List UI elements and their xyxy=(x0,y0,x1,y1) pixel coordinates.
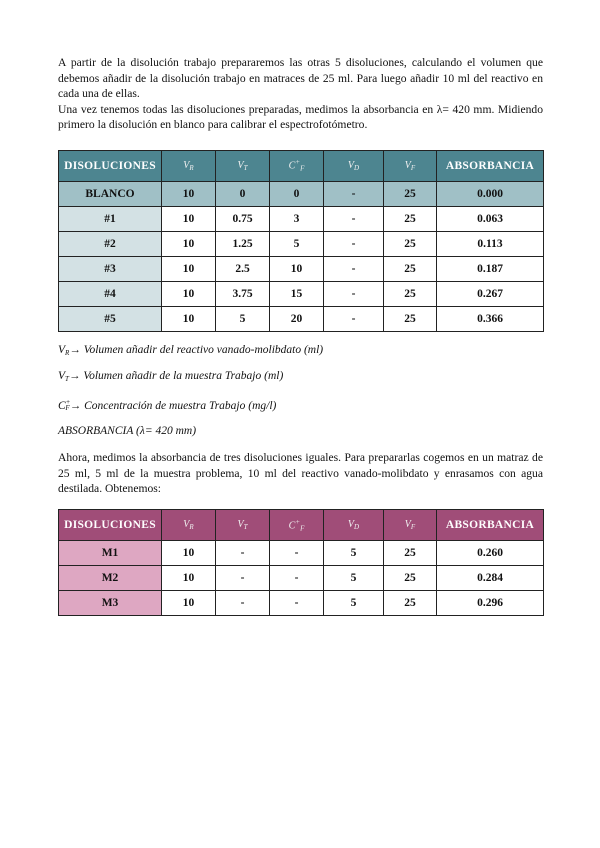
table-header-row xyxy=(59,509,544,540)
legend-vt: $V_T\to$ Volumen añadir de la muestra Trabajo (ml) xyxy=(58,369,284,383)
header-vd: $V_D$ xyxy=(324,150,384,181)
cell-label: M1 xyxy=(59,540,162,565)
header-cf: $C^+_F$ xyxy=(270,150,324,181)
cell-vt: - xyxy=(216,565,270,590)
cell-vr: 10 xyxy=(162,181,216,206)
cell-vf: 25 xyxy=(384,540,437,565)
header-cf: $C^+_F$ xyxy=(270,509,324,540)
cell-vr: 10 xyxy=(162,306,216,331)
cell-label: BLANCO xyxy=(59,181,162,206)
cell-label: #5 xyxy=(59,306,162,331)
table-row xyxy=(59,306,544,331)
cell-vf: 25 xyxy=(384,256,437,281)
cell-vd: - xyxy=(324,256,384,281)
cell-cf: 0 xyxy=(270,181,324,206)
cell-absorbancia: 0.260 xyxy=(437,540,544,565)
middle-paragraph: Ahora, medimos la absorbancia de tres disoluciones iguales. Para prepararlas cogemos en un matraz de 25 ml, 5 ml de la muestra problema, 10 ml del reactivo vanado-molibdato y enrasamos con agua destilada. Obtenemos: xyxy=(58,451,543,496)
table-row xyxy=(59,206,544,231)
table-row xyxy=(59,231,544,256)
cell-cf: 15 xyxy=(270,281,324,306)
header-vd: $V_D$ xyxy=(324,509,384,540)
cell-vf: 25 xyxy=(384,231,437,256)
cell-vd: 5 xyxy=(324,590,384,615)
cell-vf: 25 xyxy=(384,281,437,306)
cell-absorbancia: 0.000 xyxy=(437,181,544,206)
legend-vr: $V_R\to$ Volumen añadir del reactivo vanado-molibdato (ml) xyxy=(58,343,324,357)
cell-vd: 5 xyxy=(324,540,384,565)
cell-absorbancia: 0.284 xyxy=(437,565,544,590)
intro-paragraph-1: A partir de la disolución trabajo prepararemos las otras 5 disoluciones, calculando el volumen que debemos añadir de la disolución trabajo en matraces de 25 ml. Para luego añadir 10 ml del reactivo en cada una de ellas. xyxy=(58,56,543,100)
legend-absorbancia: ABSORBANCIA (λ= 420 mm) xyxy=(58,425,197,438)
table-header-row xyxy=(59,150,544,181)
cell-cf: 10 xyxy=(270,256,324,281)
table-row xyxy=(59,590,544,615)
header-disoluciones: DISOLUCIONES xyxy=(59,150,162,181)
cell-label: M2 xyxy=(59,565,162,590)
cell-vf: 25 xyxy=(384,306,437,331)
cell-vt: 3.75 xyxy=(216,281,270,306)
document-page xyxy=(58,55,543,616)
header-vt: $V_T$ xyxy=(216,150,270,181)
cell-vt: 2.5 xyxy=(216,256,270,281)
cell-vr: 10 xyxy=(162,281,216,306)
cell-absorbancia: 0.063 xyxy=(437,206,544,231)
cell-vr: 10 xyxy=(162,231,216,256)
cell-vr: 10 xyxy=(162,565,216,590)
table-row xyxy=(59,540,544,565)
cell-absorbancia: 0.187 xyxy=(437,256,544,281)
cell-cf: 5 xyxy=(270,231,324,256)
cell-vf: 25 xyxy=(384,565,437,590)
cell-cf: 20 xyxy=(270,306,324,331)
results-table-standards xyxy=(58,150,544,332)
results-table-samples xyxy=(58,509,544,616)
cell-vd: - xyxy=(324,181,384,206)
cell-label: #2 xyxy=(59,231,162,256)
cell-cf: - xyxy=(270,565,324,590)
cell-cf: 3 xyxy=(270,206,324,231)
cell-label: #1 xyxy=(59,206,162,231)
header-absorbancia: ABSORBANCIA xyxy=(437,509,544,540)
legend-cf: $C^+_F\to$ Concentración de muestra Trabajo (mg/l) xyxy=(58,397,277,413)
table-row xyxy=(59,181,544,206)
table-row xyxy=(59,256,544,281)
cell-vt: 0.75 xyxy=(216,206,270,231)
cell-vr: 10 xyxy=(162,540,216,565)
cell-vt: - xyxy=(216,540,270,565)
table-row xyxy=(59,281,544,306)
header-absorbancia: ABSORBANCIA xyxy=(437,150,544,181)
header-vr: $V_R$ xyxy=(162,509,216,540)
cell-vr: 10 xyxy=(162,206,216,231)
cell-vr: 10 xyxy=(162,590,216,615)
cell-label: M3 xyxy=(59,590,162,615)
cell-absorbancia: 0.267 xyxy=(437,281,544,306)
cell-absorbancia: 0.296 xyxy=(437,590,544,615)
cell-vt: 0 xyxy=(216,181,270,206)
cell-label: #3 xyxy=(59,256,162,281)
cell-vd: - xyxy=(324,281,384,306)
cell-vd: - xyxy=(324,231,384,256)
cell-cf: - xyxy=(270,540,324,565)
cell-vd: - xyxy=(324,306,384,331)
cell-absorbancia: 0.366 xyxy=(437,306,544,331)
cell-vt: 1.25 xyxy=(216,231,270,256)
cell-vf: 25 xyxy=(384,590,437,615)
cell-vt: - xyxy=(216,590,270,615)
cell-cf: - xyxy=(270,590,324,615)
cell-vf: 25 xyxy=(384,181,437,206)
cell-vd: 5 xyxy=(324,565,384,590)
header-vf: $V_F$ xyxy=(384,150,437,181)
cell-vr: 10 xyxy=(162,256,216,281)
cell-vf: 25 xyxy=(384,206,437,231)
cell-vt: 5 xyxy=(216,306,270,331)
header-vt: $V_T$ xyxy=(216,509,270,540)
header-disoluciones: DISOLUCIONES xyxy=(59,509,162,540)
cell-label: #4 xyxy=(59,281,162,306)
table-row xyxy=(59,565,544,590)
cell-absorbancia: 0.113 xyxy=(437,231,544,256)
header-vf: $V_F$ xyxy=(384,509,437,540)
header-vr: $V_R$ xyxy=(162,150,216,181)
intro-paragraph-2: Una vez tenemos todas las disoluciones preparadas, medimos la absorbancia en λ= 420 mm. Midiendo primero la disolución en blanco para calibrar el espectrofotómetro. xyxy=(58,102,543,131)
cell-vd: - xyxy=(324,206,384,231)
